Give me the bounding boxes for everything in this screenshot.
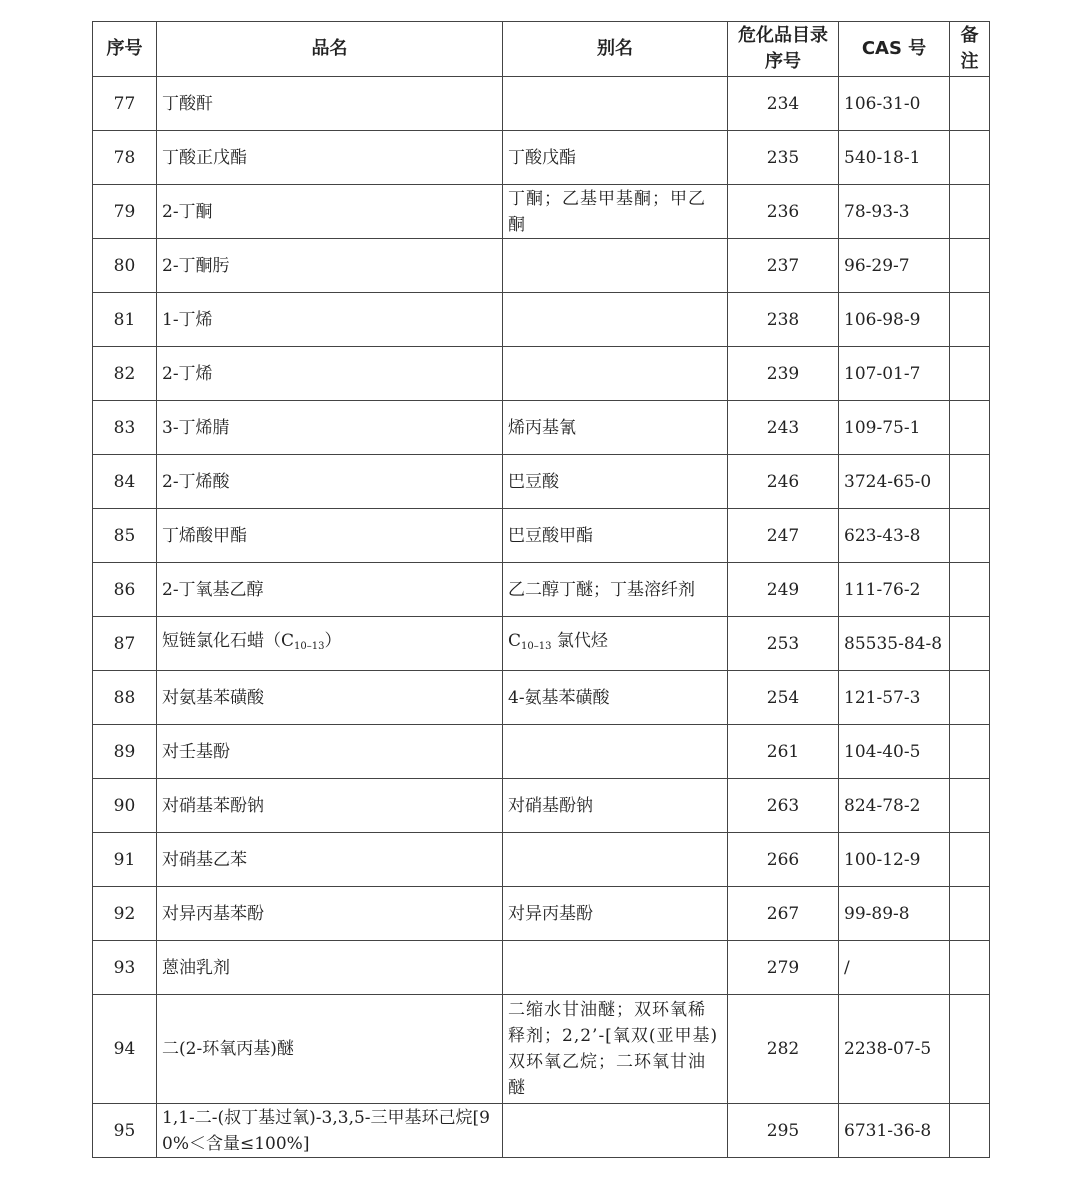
cell-catalog: 235: [728, 131, 839, 185]
cell-cas: 85535-84-8: [839, 617, 950, 671]
cell-seq: 81: [93, 293, 157, 347]
header-name: 品名: [157, 22, 503, 77]
table-row: [93, 779, 990, 833]
table-row: [93, 1104, 990, 1158]
cell-alias: [503, 293, 728, 347]
cell-catalog: 254: [728, 671, 839, 725]
cell-seq: 94: [93, 995, 157, 1104]
name-subscript: 10–13: [294, 640, 325, 652]
header-alias: 别名: [503, 22, 728, 77]
header-remark: 备注: [950, 22, 990, 77]
cell-remark: [950, 185, 990, 239]
cell-name: 2-丁氧基乙醇: [157, 563, 503, 617]
cell-seq: 82: [93, 347, 157, 401]
cell-name: 对异丙基苯酚: [157, 887, 503, 941]
header-catalog: 危化品目录序号: [728, 22, 839, 77]
cell-name: 对硝基乙苯: [157, 833, 503, 887]
cell-catalog: 247: [728, 509, 839, 563]
cell-alias: 丁酮；乙基甲基酮；甲乙酮: [503, 185, 728, 239]
cell-cas: 78-93-3: [839, 185, 950, 239]
table-row: [93, 509, 990, 563]
cell-catalog: 236: [728, 185, 839, 239]
cell-remark: [950, 239, 990, 293]
cell-cas: 121-57-3: [839, 671, 950, 725]
table-row: [93, 941, 990, 995]
cell-name: 对硝基苯酚钠: [157, 779, 503, 833]
table-row: [93, 401, 990, 455]
cell-catalog: 246: [728, 455, 839, 509]
cell-catalog: 266: [728, 833, 839, 887]
cell-seq: 80: [93, 239, 157, 293]
name-text: 短链氯化石蜡（C: [162, 630, 295, 651]
cell-cas: 6731-36-8: [839, 1104, 950, 1158]
cell-alias: 乙二醇丁醚；丁基溶纤剂: [503, 563, 728, 617]
table-row: [93, 131, 990, 185]
table-row: [93, 671, 990, 725]
table-row: [93, 617, 990, 671]
cell-seq: 77: [93, 77, 157, 131]
alias-text: C: [508, 630, 522, 651]
cell-catalog: 279: [728, 941, 839, 995]
cell-cas: 3724-65-0: [839, 455, 950, 509]
cell-catalog: 249: [728, 563, 839, 617]
cell-catalog: 239: [728, 347, 839, 401]
cell-name: 2-丁酮: [157, 185, 503, 239]
table-row: [93, 293, 990, 347]
cell-alias: [503, 1104, 728, 1158]
cell-alias: [503, 347, 728, 401]
cell-remark: [950, 1104, 990, 1158]
cell-name: 蒽油乳剂: [157, 941, 503, 995]
cell-alias: [503, 725, 728, 779]
cell-catalog: 261: [728, 725, 839, 779]
cell-remark: [950, 131, 990, 185]
cell-cas: 111-76-2: [839, 563, 950, 617]
cell-cas: 109-75-1: [839, 401, 950, 455]
cell-name: 对壬基酚: [157, 725, 503, 779]
cell-name: 对氨基苯磺酸: [157, 671, 503, 725]
cell-catalog: 282: [728, 995, 839, 1104]
cell-alias: 二缩水甘油醚；双环氧稀释剂；2,2’-[氧双(亚甲基)双环氧乙烷；二环氧甘油醚: [503, 995, 728, 1104]
cell-alias: 4-氨基苯磺酸: [503, 671, 728, 725]
table-row: [93, 455, 990, 509]
cell-remark: [950, 617, 990, 671]
table-row: [93, 347, 990, 401]
cell-alias: 对硝基酚钠: [503, 779, 728, 833]
cell-seq: 95: [93, 1104, 157, 1158]
hazardous-chemicals-table: [92, 21, 990, 1158]
cell-catalog: 253: [728, 617, 839, 671]
header-cas: CAS 号: [839, 22, 950, 77]
cell-alias: [503, 617, 728, 671]
header-row: [93, 22, 990, 77]
cell-name: 2-丁烯: [157, 347, 503, 401]
cell-cas: 2238-07-5: [839, 995, 950, 1104]
name-tail: ）: [324, 630, 342, 651]
cell-alias: 烯丙基氰: [503, 401, 728, 455]
cell-alias: [503, 239, 728, 293]
cell-cas: /: [839, 941, 950, 995]
cell-catalog: 243: [728, 401, 839, 455]
cell-name: 1,1-二-(叔丁基过氧)-3,3,5-三甲基环己烷[90%＜含量≤100%]: [157, 1104, 503, 1158]
table-row: [93, 833, 990, 887]
table-row: [93, 887, 990, 941]
document-page: [92, 21, 990, 1158]
cell-seq: 89: [93, 725, 157, 779]
cell-remark: [950, 833, 990, 887]
cell-seq: 83: [93, 401, 157, 455]
cell-alias: [503, 941, 728, 995]
cell-alias: [503, 77, 728, 131]
cell-remark: [950, 347, 990, 401]
table-row: [93, 995, 990, 1104]
cell-name: 3-丁烯腈: [157, 401, 503, 455]
cell-seq: 93: [93, 941, 157, 995]
cell-alias: 对异丙基酚: [503, 887, 728, 941]
cell-remark: [950, 995, 990, 1104]
table-row: [93, 239, 990, 293]
cell-name: 2-丁酮肟: [157, 239, 503, 293]
cell-cas: 99-89-8: [839, 887, 950, 941]
header-seq: 序号: [93, 22, 157, 77]
table-row: [93, 185, 990, 239]
cell-seq: 88: [93, 671, 157, 725]
alias-tail: 氯代烃: [551, 630, 608, 651]
cell-cas: 96-29-7: [839, 239, 950, 293]
cell-cas: 104-40-5: [839, 725, 950, 779]
cell-cas: 106-31-0: [839, 77, 950, 131]
cell-remark: [950, 887, 990, 941]
cell-seq: 87: [93, 617, 157, 671]
cell-alias: 丁酸戊酯: [503, 131, 728, 185]
cell-name: 丁酸正戊酯: [157, 131, 503, 185]
cell-seq: 92: [93, 887, 157, 941]
cell-name: [157, 617, 503, 671]
cell-remark: [950, 671, 990, 725]
alias-subscript: 10–13: [521, 640, 552, 652]
cell-name: 丁烯酸甲酯: [157, 509, 503, 563]
cell-cas: 623-43-8: [839, 509, 950, 563]
cell-remark: [950, 293, 990, 347]
cell-remark: [950, 563, 990, 617]
cell-remark: [950, 401, 990, 455]
cell-cas: 107-01-7: [839, 347, 950, 401]
cell-seq: 90: [93, 779, 157, 833]
cell-cas: 106-98-9: [839, 293, 950, 347]
table-row: [93, 563, 990, 617]
cell-alias: 巴豆酸: [503, 455, 728, 509]
cell-catalog: 267: [728, 887, 839, 941]
cell-cas: 540-18-1: [839, 131, 950, 185]
cell-remark: [950, 941, 990, 995]
cell-seq: 79: [93, 185, 157, 239]
cell-name: 二(2-环氧丙基)醚: [157, 995, 503, 1104]
cell-remark: [950, 509, 990, 563]
table-row: [93, 725, 990, 779]
cell-name: 1-丁烯: [157, 293, 503, 347]
cell-alias: 巴豆酸甲酯: [503, 509, 728, 563]
cell-seq: 91: [93, 833, 157, 887]
cell-seq: 84: [93, 455, 157, 509]
cell-catalog: 237: [728, 239, 839, 293]
cell-seq: 78: [93, 131, 157, 185]
cell-remark: [950, 455, 990, 509]
cell-seq: 85: [93, 509, 157, 563]
cell-cas: 824-78-2: [839, 779, 950, 833]
table-row: [93, 77, 990, 131]
cell-seq: 86: [93, 563, 157, 617]
cell-cas: 100-12-9: [839, 833, 950, 887]
cell-catalog: 238: [728, 293, 839, 347]
cell-catalog: 295: [728, 1104, 839, 1158]
cell-catalog: 234: [728, 77, 839, 131]
cell-remark: [950, 77, 990, 131]
cell-remark: [950, 725, 990, 779]
cell-catalog: 263: [728, 779, 839, 833]
cell-alias: [503, 833, 728, 887]
cell-name: 丁酸酐: [157, 77, 503, 131]
cell-remark: [950, 779, 990, 833]
cell-name: 2-丁烯酸: [157, 455, 503, 509]
